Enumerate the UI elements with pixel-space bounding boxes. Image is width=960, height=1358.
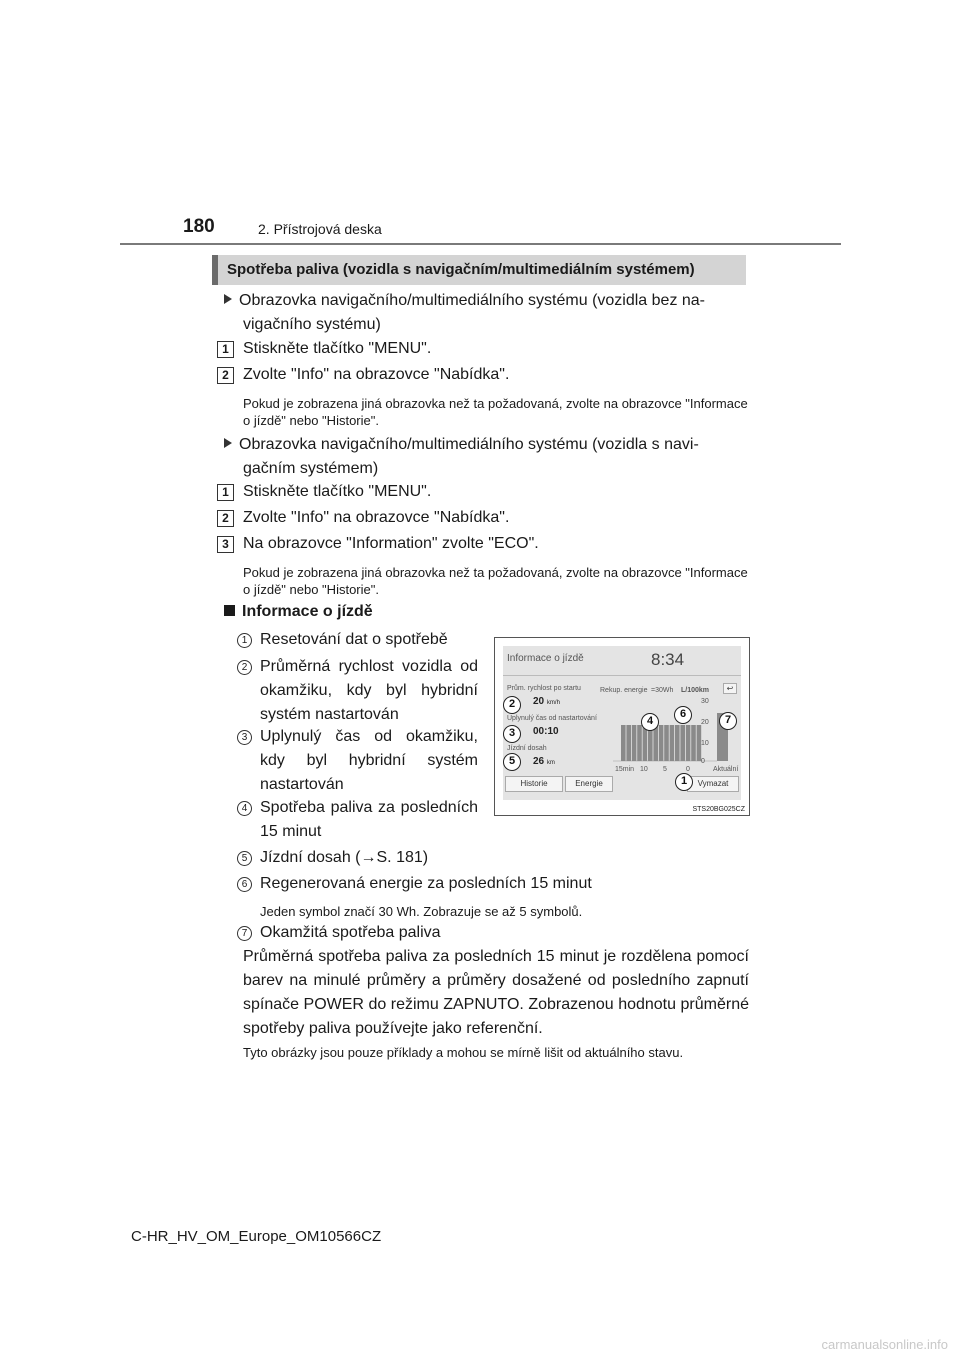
bullet-item-with-nav	[224, 433, 749, 481]
elapsed-value: 00:10	[533, 726, 559, 737]
step-number-box: 3	[217, 536, 234, 553]
consumption-bar	[653, 725, 658, 761]
header-rule	[120, 243, 841, 245]
legend-number: 6	[237, 877, 252, 892]
consumption-bar	[670, 725, 675, 761]
callout-5: 5	[503, 753, 521, 771]
consumption-bar	[637, 725, 642, 761]
regen-value: =30Wh	[651, 687, 674, 694]
step-number-box: 1	[217, 484, 234, 501]
range-value: 26 km	[533, 756, 555, 767]
x-tick-label: 5	[663, 766, 667, 773]
step-number-box: 1	[217, 341, 234, 358]
callout-3: 3	[503, 725, 521, 743]
range-label: Jízdní dosah	[507, 745, 547, 752]
step-text: Zvolte "Info" na obrazovce "Nabídka".	[243, 509, 510, 526]
screen	[503, 646, 741, 800]
step-text: Stiskněte tlačítko "MENU".	[243, 483, 432, 500]
triangle-bullet-icon	[224, 438, 232, 448]
legend-text: Regenerovaná energie za posledních 15 minut	[260, 875, 592, 892]
bullet-line1: Obrazovka navigačního/multimediálního systému (vozidla bez na-	[239, 292, 706, 309]
legend-text: Okamžitá spotřeba paliva	[260, 924, 441, 941]
consumption-bar	[626, 725, 631, 761]
consumption-bar	[632, 725, 637, 761]
consumption-bar	[680, 725, 685, 761]
footer-code: C-HR_HV_OM_Europe_OM10566CZ	[131, 1228, 382, 1245]
avg-speed-label: Prům. rychlost po startu	[507, 685, 581, 692]
legend-note: Jeden symbol značí 30 Wh. Zobrazuje se až 5 symbolů.	[260, 904, 583, 919]
y-tick-label: 10	[701, 740, 709, 747]
energy-button[interactable]: Energie	[565, 776, 613, 792]
legend-text: Resetování dat o spotřebě	[260, 631, 448, 648]
legend-text: Uplynulý čas od okamžiku, kdy byl hybridní systém nastartován	[260, 728, 478, 793]
bullet-line2: gačním systémem)	[243, 460, 379, 477]
legend-number: 4	[237, 801, 252, 816]
y-tick-label: 20	[701, 719, 709, 726]
callout-6: 6	[674, 706, 692, 724]
figure-code: STS20BG025CZ	[692, 806, 745, 813]
disclaimer: Tyto obrázky jsou pouze příklady a mohou se mírně lišit od aktuálního stavu.	[243, 1045, 684, 1060]
x-tick-label: 10	[640, 766, 648, 773]
back-icon[interactable]: ↩	[723, 683, 737, 694]
watermark: carmanualsonline.info	[821, 1337, 948, 1352]
y-tick-label: 30	[701, 698, 709, 705]
note-text: Pokud je zobrazena jiná obrazovka než ta požadovaná, zvolte na obrazovce "Informace o jízdě" nebo "Historie".	[243, 396, 748, 428]
triangle-bullet-icon	[224, 294, 232, 304]
legend-number: 3	[237, 730, 252, 745]
consumption-bar	[675, 725, 680, 761]
bullet-line2: vigačního systému)	[243, 316, 381, 333]
consumption-bar	[621, 725, 626, 761]
chapter-title: 2. Přístrojová deska	[258, 221, 382, 237]
consumption-bar	[664, 725, 669, 761]
legend-number: 1	[237, 633, 252, 648]
elapsed-label: Uplynulý čas od nastartování	[507, 715, 597, 722]
square-bullet-icon	[224, 605, 235, 616]
consumption-unit: L/100km	[681, 687, 710, 694]
history-button[interactable]: Historie	[505, 776, 563, 792]
legend-number: 5	[237, 851, 252, 866]
x-tick-label: 0	[686, 766, 690, 773]
bullet-line1: Obrazovka navigačního/multimediálního systému (vozidla s navi-	[239, 436, 699, 453]
legend-text: Spotřeba paliva za posledních 15 minut	[260, 799, 478, 840]
regen-label: Rekup. energie	[600, 687, 648, 694]
step-text: Stiskněte tlačítko "MENU".	[243, 340, 432, 357]
callout-2: 2	[503, 696, 521, 714]
screen-clock: 8:34	[651, 650, 685, 669]
legend-number: 7	[237, 926, 252, 941]
consumption-bar	[659, 725, 664, 761]
section-title: Spotřeba paliva (vozidla s navigačním/multimediálním systémem)	[212, 255, 746, 285]
trip-info-screen-figure	[494, 637, 750, 816]
step-text: Na obrazovce "Information" zvolte "ECO".	[243, 535, 539, 552]
body-paragraph: Průměrná spotřeba paliva za posledních 15 minut je rozdělena pomocí barev na minulé průměry a průměry dosažené od posledního zapnutí spínače POWER do režimu ZAPNUTO. Zobrazenou hodnotu průměrné spotřeby paliva používejte jako referenční.	[243, 948, 749, 1037]
page-number: 180	[183, 216, 215, 237]
callout-7: 7	[719, 712, 737, 730]
legend-text: Jízdní dosah (→S. 181)	[260, 849, 429, 866]
clear-button[interactable]: Vymazat	[687, 776, 739, 792]
legend-number: 2	[237, 660, 252, 675]
consumption-bar	[686, 725, 691, 761]
subsection-title: Informace o jízdě	[224, 603, 373, 621]
bullet-item-no-nav	[224, 289, 749, 337]
consumption-bar	[691, 725, 696, 761]
step-number-box: 2	[217, 510, 234, 527]
x-tick-label: 15min	[615, 766, 635, 773]
step-number-box: 2	[217, 367, 234, 384]
legend-text: Průměrná rychlost vozidla od okamžiku, kdy byl hybridní systém nastartován	[260, 658, 478, 723]
callout-4: 4	[641, 713, 659, 731]
note-text: Pokud je zobrazena jiná obrazovka než ta požadovaná, zvolte na obrazovce "Informace o jízdě" nebo "Historie".	[243, 565, 748, 597]
avg-speed-value: 20 km/h	[533, 696, 560, 707]
y-tick-label: 0	[701, 758, 705, 765]
step-text: Zvolte "Info" na obrazovce "Nabídka".	[243, 366, 510, 383]
callout-1: 1	[675, 773, 693, 791]
x-tick-label: Aktuální	[713, 766, 739, 773]
screen-title: Informace o jízdě	[507, 653, 584, 664]
